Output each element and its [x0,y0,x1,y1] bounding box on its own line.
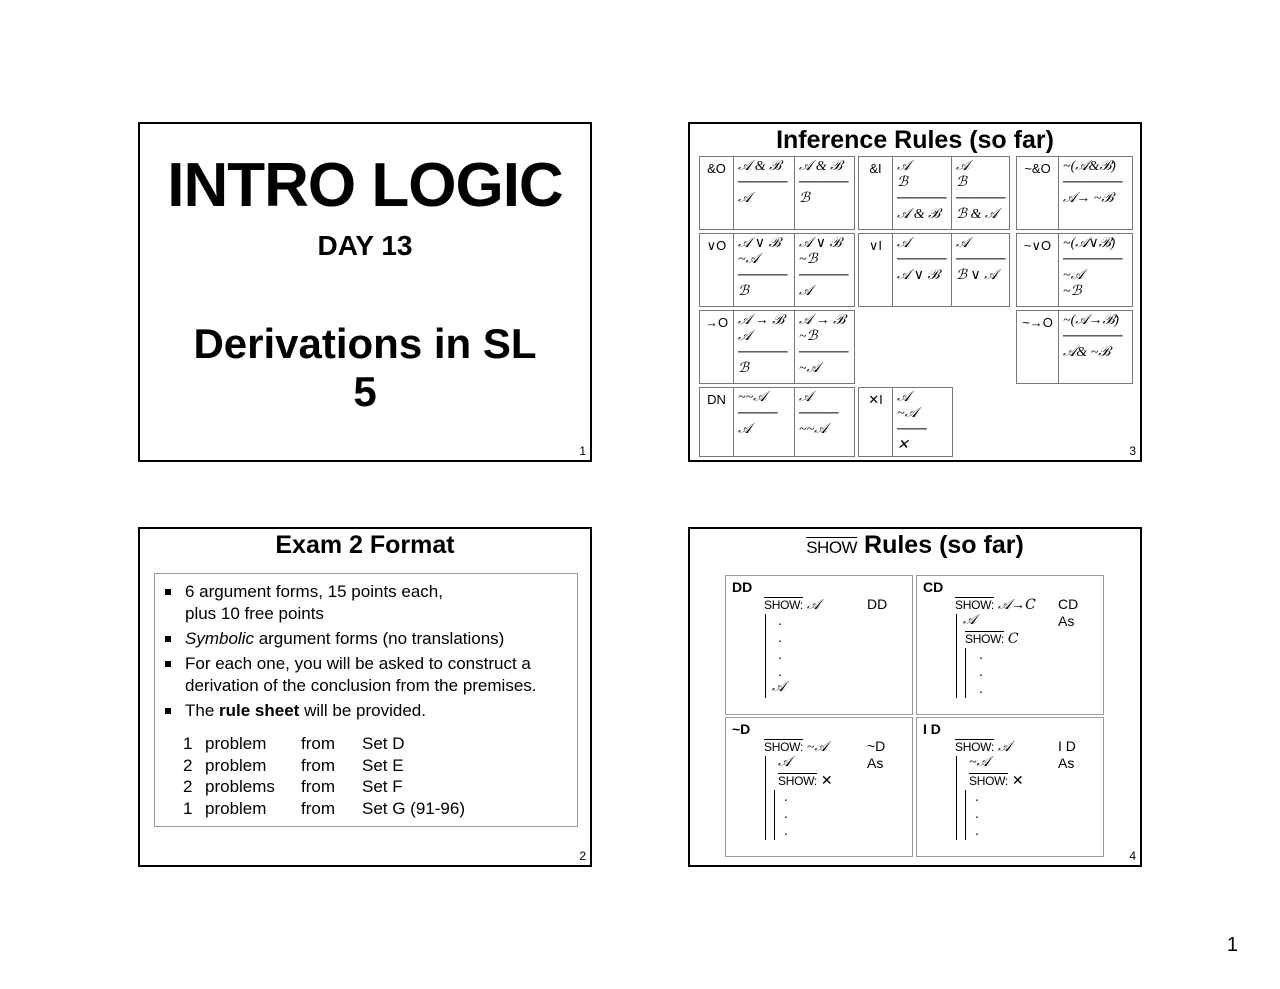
item: problems [205,777,275,796]
rule-heading: DD [732,579,753,595]
rule-line: 𝒜 [956,159,970,174]
rule-contradiction-in [858,387,953,457]
rule-line: ℬ [956,175,968,190]
set: Set D [362,734,405,753]
rule-form [734,234,795,306]
rule-label: &O [700,157,734,229]
scope-line [965,648,966,698]
goal-formula: 𝒜→𝐶 [997,598,1036,613]
show-line [955,596,1036,614]
goal-formula: 𝒜 [997,740,1012,755]
count: 2 [183,777,193,796]
show-line [764,596,820,614]
slide-number: 3 [1129,444,1136,458]
rule-label: ~→O [1017,311,1059,383]
rule-line: 𝒜 [897,236,911,251]
rule-line: 𝒜 & ℬ [799,159,842,174]
rule-heading: ~D [732,721,751,737]
rule-double-negation [699,387,855,457]
rule-form [734,311,795,383]
rule-line: 𝒜 ∨ ℬ [738,236,781,251]
item: problem [205,755,267,775]
assumption: ~𝒜 [969,755,990,770]
rule-or-out [699,233,855,307]
rule-label: ~&O [1017,157,1059,229]
rule-line: ───── [956,252,1006,267]
rule-line: ~(𝒜∨ℬ) [1063,236,1116,251]
show-keyword: SHOW: [969,774,1008,788]
from: from [301,798,335,818]
rule-line: ℬ & 𝒜 [956,207,999,222]
rule-line: 𝒜 [956,236,970,251]
rule-line: ──── [799,406,839,421]
rule-line: ───── [956,191,1006,206]
rule-line: ───── [799,268,849,283]
rule-form [952,234,1010,306]
show-line [969,772,1024,789]
show-line [764,738,828,756]
dot-line: . [975,805,979,821]
dot-line: . [784,788,788,804]
course-title: INTRO LOGIC [167,151,563,220]
goal-formula: 𝐶 [1007,632,1019,647]
scope-line [774,790,775,840]
show-keyword: SHOW [806,538,858,557]
rule-label: →O [700,311,734,383]
rule-line: ~~𝒜 [799,422,828,437]
rule-form [1059,234,1133,306]
rule-line: ℬ [738,361,750,376]
goal-formula: ~𝒜 [806,740,828,755]
rule-line: ───── [738,345,788,360]
rule-line: ✕ [897,438,909,453]
rule-heading: CD [923,579,944,595]
item: problem [205,734,267,753]
page-number: 1 [1226,934,1238,956]
scope-line [956,756,957,840]
rule-heading: I D [923,721,941,737]
slide-number: 4 [1129,849,1136,863]
bullet-text: argument forms (no translations) [253,629,505,648]
rule-form [795,234,855,306]
rule-form [893,388,953,456]
dot-line: . [778,646,782,662]
rule-label: ∨O [700,234,734,306]
rule-line: ~𝒜 [738,252,759,267]
rule-annotation: As [1058,613,1075,629]
assumption: 𝒜 [963,613,977,628]
dot-line: . [975,788,979,804]
from: from [301,777,335,796]
slide-show-rules [688,527,1142,867]
rule-form [734,157,795,229]
slide-number: 2 [579,849,586,863]
heading-text: Rules (so far) [857,531,1024,559]
table-row [183,798,469,820]
rule-line: ℬ [897,175,909,190]
set: Set F [362,777,403,796]
rule-neg-if-out [1016,310,1133,384]
dot-line: . [778,629,782,645]
show-line [955,738,1011,756]
rule-annotation: DD [867,596,888,612]
rule-line: ────── [1063,252,1123,267]
rule-line: ℬ ∨ 𝒜 [956,268,998,283]
rule-line: ─── [897,422,927,437]
slide-heading [690,531,1140,560]
rule-line: 𝒜 & ℬ [897,207,940,222]
rule-label: ∨I [859,234,893,306]
rule-label: DN [700,388,734,456]
rule-line: ~ℬ [799,329,818,344]
rule-line: ~𝒜 [897,406,918,421]
count: 1 [183,734,193,753]
rule-line: ───── [738,268,788,283]
rule-form [1059,157,1133,229]
dot-line: . [975,822,979,838]
rule-line: 𝒜 [799,390,813,405]
rule-line: ───── [738,175,788,190]
assumption: 𝒜 [778,755,792,770]
slide-inference-rules [688,122,1142,462]
item: problem [205,798,267,818]
rule-line: 𝒜 ∨ ℬ [897,268,940,283]
rule-line: 𝒜 & ℬ [738,159,781,174]
rule-label: ✕I [859,388,893,456]
scope-line [965,790,966,840]
rule-form [795,388,855,456]
show-line [778,772,833,789]
contradiction-icon: ✕ [820,772,833,788]
rule-and-out [699,156,855,230]
emphasis-text: Symbolic [185,629,254,648]
problem-table [183,733,469,819]
exam-format-panel [154,573,578,827]
slide-number: 1 [579,444,586,458]
rule-annotation: I D [1058,738,1076,754]
subtitle-line-1: Derivations in SL [193,320,537,367]
count: 1 [183,798,193,818]
rule-form [893,157,952,229]
day-label: DAY 13 [317,230,413,261]
rule-line: ───── [799,175,849,190]
rule-form [734,388,795,456]
rule-box-dd [725,575,913,715]
rule-annotation: As [867,755,884,771]
scope-line [765,614,766,698]
bullet-item [163,700,565,722]
bullet-item: 6 argument forms, 15 points each, plus 10 free points [163,581,475,625]
rule-neg-and-out [1016,156,1133,230]
rule-line: 𝒜 [738,329,752,344]
scope-line [765,756,766,840]
table-row [183,776,469,798]
rule-line: 𝒜 [738,191,752,206]
rule-line: ℬ [738,284,750,299]
rule-line: 𝒜 → ℬ [738,313,785,328]
show-line [965,630,1019,648]
rule-line: 𝒜 [799,284,813,299]
rule-line: ───── [897,191,947,206]
rule-box-indirect-derivation [916,717,1104,857]
bullet-item [163,628,565,650]
rule-line: ~𝒜 [799,361,820,376]
show-keyword: SHOW: [778,774,817,788]
dot-line: . [784,805,788,821]
rule-neg-or-out [1016,233,1133,307]
dot-line: . [979,680,983,696]
count: 2 [183,755,193,775]
rule-line: ~(𝒜→ℬ) [1063,313,1119,328]
bullet-text: will be provided. [299,701,426,720]
show-keyword: SHOW: [955,740,994,754]
rule-box-cd [916,575,1104,715]
rule-form [1059,311,1133,383]
scope-line [956,614,957,698]
rule-and-in [858,156,1010,230]
bullet-item: For each one, you will be asked to construct a derivation of the conclusion from the premises. [163,653,565,697]
goal-formula: 𝒜 [772,680,786,695]
rule-line: ~ℬ [1063,284,1082,299]
goal-formula: 𝒜 [806,598,821,613]
rule-line: ────── [1063,329,1123,344]
slide-heading: Inference Rules (so far) [776,126,1054,154]
rule-or-in [858,233,1010,307]
rule-line: ───── [799,345,849,360]
from: from [301,755,335,775]
rule-line: ──── [738,406,778,421]
rule-line: ────── [1063,175,1123,190]
show-keyword: SHOW: [965,632,1004,646]
bullet-text: The [185,701,220,720]
rule-line: 𝒜 [738,422,752,437]
rule-form [952,157,1010,229]
show-keyword: SHOW: [764,740,803,754]
rule-form [795,157,855,229]
subtitle-line-2: 5 [353,368,377,415]
dot-line: . [979,663,983,679]
set: Set E [362,755,404,775]
rule-line: 𝒜 [897,159,911,174]
rule-label: &I [859,157,893,229]
rule-line: ~~𝒜 [738,390,767,405]
show-keyword: SHOW: [955,598,994,612]
rule-line: ~ℬ [799,252,818,267]
rule-annotation: ~D [867,738,886,754]
rule-line: 𝒜 [897,390,911,405]
rule-form [893,234,952,306]
rule-line: 𝒜→ ~ℬ [1063,191,1114,206]
rule-line: 𝒜 ∨ ℬ [799,236,842,251]
from: from [301,734,335,753]
rule-if-out [699,310,855,384]
slide-title [138,122,592,462]
slide-heading: Exam 2 Format [275,531,455,559]
rule-annotation: CD [1058,596,1079,612]
rule-line: ───── [897,252,947,267]
rule-label: ~∨O [1017,234,1059,306]
format-bullets [163,581,565,725]
rule-annotation: As [1058,755,1075,771]
contradiction-icon: ✕ [1011,772,1024,788]
slide-exam-format [138,527,592,867]
rule-line: ℬ [799,191,811,206]
dot-line: . [778,663,782,679]
rule-line: ~(𝒜&ℬ) [1063,159,1116,174]
rule-line: 𝒜& ~ℬ [1063,345,1110,360]
dot-line: . [778,612,782,628]
rule-line: ~𝒜 [1063,268,1084,283]
bold-text: rule sheet [219,701,300,720]
rule-line: 𝒜 → ℬ [799,313,846,328]
rule-form [795,311,855,383]
rule-box-negation-derivation [725,717,913,857]
set: Set G (91-96) [362,798,465,818]
show-keyword: SHOW: [764,598,803,612]
dot-line: . [979,646,983,662]
table-row [183,733,469,755]
table-row [183,755,469,777]
lecture-subtitle [140,320,590,416]
dot-line: . [784,822,788,838]
